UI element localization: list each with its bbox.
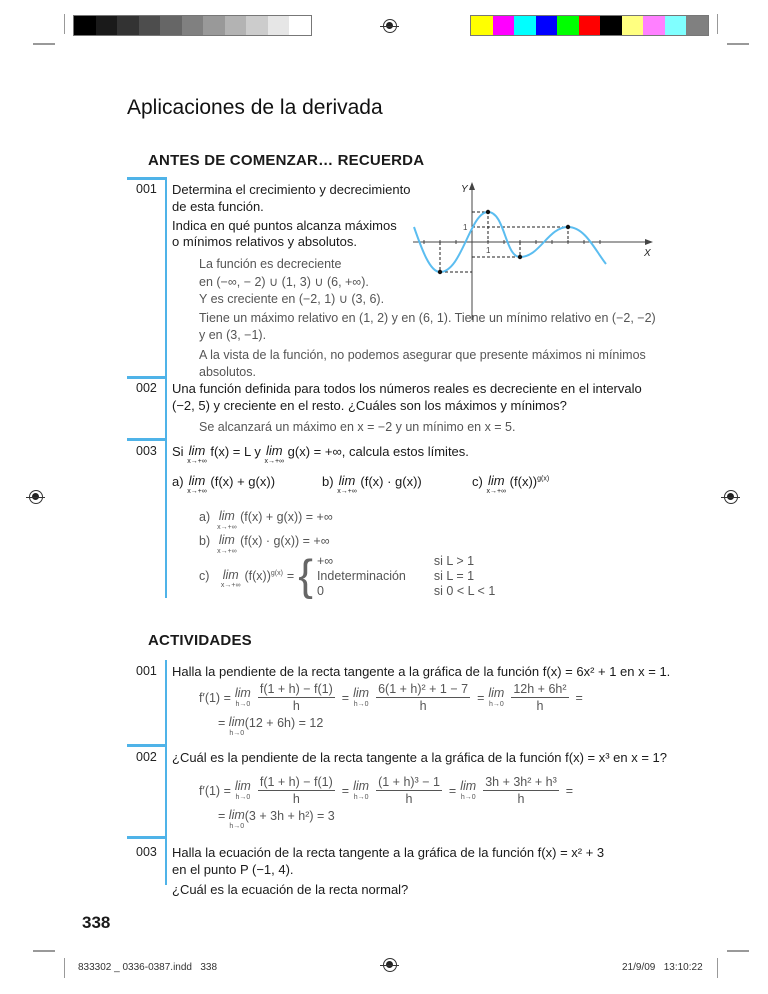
function-graph [0,0,768,400]
equals: = [575,690,583,705]
question-text: en el punto P (−1, 4). [172,862,294,877]
crop-mark [717,958,718,978]
numerator: (1 + h)³ − 1 [378,775,440,789]
lim: lim [218,533,235,547]
exercise-number: 002 [136,381,157,395]
question-text: Una función definida para todos los números reales es decreciente en el intervalo [172,381,642,396]
answer-text: Tiene un máximo relativo en (1, 2) y en (6, 1). Tiene un mínimo relativo en (−2, −2) [199,311,656,325]
lim: lim [460,779,477,794]
label: c) [472,474,483,489]
question-text: de esta función. [172,199,264,214]
exercise-number: 002 [136,750,157,764]
question-text: (−2, 5) y creciente en el resto. ¿Cuáles son los máximos y mínimos? [172,398,567,413]
text: f(x) = L y [210,444,261,459]
expr: (3 + 3h + h²) = 3 [244,809,335,823]
lim-sub: h→0 [235,700,251,708]
lim: lim [265,443,283,458]
footer-file: 833302 _ 0336-0387.indd 338 [78,962,218,973]
registration-mark-icon [724,490,738,504]
question-text: ¿Cuál es la pendiente de la recta tangente a la gráfica de la función f(x) = x³ en x = 1? [172,750,668,765]
answer-text: La función es decreciente [199,257,342,271]
text: Si [172,444,184,459]
crop-mark [727,950,749,952]
exponent: g(x) [537,475,550,483]
exercise-number: 003 [136,444,157,458]
derivation-line-2 [218,809,335,830]
derivation-line-1 [199,682,583,713]
answer-text: Y es creciente en (−2, 1) ∪ (3, 6). [199,292,385,306]
text: g(x) = +∞, calcula estos límites. [287,444,469,459]
part-b [322,474,422,495]
lim: lim [353,686,370,701]
label: b) [322,474,334,489]
case-value: Indeterminación [316,569,406,583]
section-heading: ANTES DE COMENZAR… RECUERDA [148,152,425,169]
lim-sub: h→0 [460,793,476,801]
crop-mark [33,950,55,952]
lim: lim [188,473,206,488]
case-condition: si L > 1 [433,554,475,568]
lim: lim [487,473,505,488]
lhs: f′(1) = [199,783,231,798]
page-number: 338 [82,913,111,932]
lim-sub: h→0 [353,700,369,708]
registration-mark-icon [383,958,397,972]
expr: (f(x) + g(x)) [210,474,276,489]
exercise-rule [127,836,167,839]
exponent: g(x) [270,569,283,577]
lim-sub: x→+∞ [217,547,237,555]
label: a) [172,474,184,489]
lim-sub: x→+∞ [187,488,207,495]
denominator: h [536,699,544,713]
denominator: h [292,792,300,806]
numerator: f(1 + h) − f(1) [259,775,333,789]
section-heading: ACTIVIDADES [148,632,252,649]
lim-sub: h→0 [488,700,504,708]
equals: = [448,783,457,798]
question-text: ¿Cuál es la ecuación de la recta normal? [172,882,409,897]
equals: = [218,716,226,730]
expr: (f(x) + g(x)) = +∞ [240,510,333,524]
equals: = [218,809,226,823]
label: b) [199,534,211,548]
equals: = [286,569,295,583]
exercise-rule [127,438,167,441]
expr: (f(x) · g(x)) = +∞ [240,534,330,548]
question-text: Determina el crecimiento y decrecimiento [172,182,411,197]
y-axis-arrow-icon [469,182,475,190]
lhs: f′(1) = [199,690,231,705]
derivation-line-2 [218,716,323,737]
numerator: 6(1 + h)² + 1 − 7 [378,682,469,696]
answer-text: en (−∞, − 2) ∪ (1, 3) ∪ (6, +∞). [199,275,369,289]
x-axis-label: X [644,248,651,259]
lim: lim [218,509,235,523]
section-rule [165,660,167,885]
answer-text: absolutos. [199,365,256,379]
lim: lim [338,473,356,488]
exercise-number: 003 [136,845,157,859]
part-c [472,474,549,495]
registration-mark-icon [29,490,43,504]
case-value: +∞ [316,554,334,568]
numerator: 12h + 6h² [513,682,567,696]
case-condition: si 0 < L < 1 [433,584,496,598]
equals: = [341,690,350,705]
label: a) [199,510,211,524]
derivation-line-1 [199,775,573,806]
lim: lim [228,808,245,822]
denominator: h [405,792,413,806]
expr: (12 + 6h) = 12 [244,716,324,730]
lim: lim [488,686,505,701]
expr: (f(x)) [244,569,271,583]
answer-text: y en (3, −1). [199,328,267,342]
brace-icon: { [298,551,313,600]
equals: = [477,690,485,705]
question-text: Halla la pendiente de la recta tangente a la gráfica de la función f(x) = 6x² + 1 en x = 1. [172,664,671,679]
numerator: f(1 + h) − f(1) [259,682,333,696]
answer-a [199,510,333,531]
denominator: h [517,792,525,806]
question-text [172,444,469,465]
lim-sub: x→+∞ [217,523,237,531]
equals: = [341,783,350,798]
page-title: Aplicaciones de la derivada [127,96,383,119]
exercise-rule [127,744,167,747]
denominator: h [292,699,300,713]
lim: lim [228,715,245,729]
lim-sub: x→+∞ [337,488,357,495]
question-text: Indica en qué puntos alcanza máximos [172,218,397,233]
denominator: h [419,699,427,713]
lim: lim [188,443,206,458]
lim-sub: x→+∞ [486,488,507,495]
lim-sub: h→0 [353,793,369,801]
lim: lim [222,567,239,582]
lim-sub: h→0 [229,822,245,830]
case-value: 0 [316,584,324,598]
lim: lim [234,686,251,701]
expr: (f(x)) [509,474,538,489]
footer-date: 21/9/09 13:10:22 [622,962,703,973]
crop-mark [64,958,65,978]
exercise-number: 001 [136,664,157,678]
lim-sub: x→+∞ [220,582,241,590]
equals: = [565,783,574,798]
numerator: 3h + 3h² + h³ [485,775,557,789]
answer-text: A la vista de la función, no podemos asegurar que presente máximos ni mínimos [199,348,646,362]
cases [317,554,495,598]
case-condition: si L = 1 [433,569,475,583]
answer-text: Se alcanzará un máximo en x = −2 y un mínimo en x = 5. [199,420,516,434]
exercise-number: 001 [136,182,157,196]
lim-sub: h→0 [235,793,251,801]
question-text: Halla la ecuación de la recta tangente a la gráfica de la función f(x) = x² + 3 [172,845,605,860]
label: c) [199,569,210,583]
lim-sub: h→0 [229,729,245,737]
answer-c [199,551,496,600]
x-tick-label: 1 [486,246,491,255]
expr: (f(x) · g(x)) [360,474,422,489]
y-tick-label: 1 [463,223,468,232]
y-axis-label: Y [461,184,468,195]
lim-sub: x→+∞ [187,458,207,465]
lim: lim [353,779,370,794]
lim: lim [234,779,251,794]
part-a [172,474,275,495]
x-axis-arrow-icon [645,239,653,245]
lim-sub: x→+∞ [264,458,285,465]
question-text: o mínimos relativos y absolutos. [172,234,357,249]
